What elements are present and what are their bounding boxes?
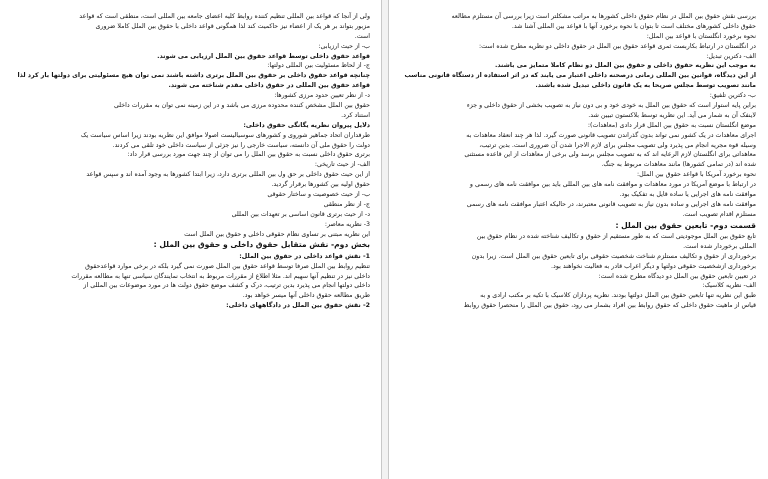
text-line: د- از نظر تعیین حدود مرزی کشورها: (274, 92, 370, 100)
text-line: بررسی نقش حقوق بین الملل در نظام حقوق داخلی کشورها به مراتب مشکلتر است زیرا بررسی آن مستلزم مطالعه (451, 13, 756, 20)
text-line: حقوق داخلی کشورهای مختلف است تا بتوان با نحوه برخورد آنها با قواعد بین المللی آشنا شد. (511, 22, 756, 30)
text-line: تنظیم روابط بین الملل صرفا توسط قواعد حقوق بین الملل صورت نمی گیرد بلکه در برخی موارد قواعدحقوق (85, 262, 370, 270)
text-line: وسیله قوه مجریه انجام می پذیرد ولی تصویب مجلس برای لازم الاجرا شدن آن ضروری است. بدین ترتیب، (479, 141, 756, 149)
text-line: الف- نظریه کلاسیک: (702, 282, 756, 290)
text-line: ج- از نظر منطقی (323, 200, 370, 208)
text-line: موافقت نامه های اجرایی و ساده بدون نیاز به تصویب قانونی معتبرند، در حالیکه اعتبار موافقت نامه های رسمی (466, 200, 756, 208)
text-line: موضع انگلستان نسبت به حقوق بین الملل قرار دادی (معاهدات): (587, 121, 756, 129)
text-line: المللی برخوردار شده است. (683, 242, 756, 250)
text-line: طرفداران اتحاد جماهیر شوروی و کشورهای سوسیالیست اصولا موافق این نظریه بودند زیرا اساس سیاست یک (80, 131, 370, 139)
text-line: دولت را حقوق ملی آن دانسته، سیاست خارجی را نیز جزئی از سیاست داخلی خود تلقی می کردند. (112, 141, 370, 149)
text-line: ب- از حیث ارزیابی: (318, 42, 370, 50)
text-line: در تعیین تابعین حقوق بین الملل دو دیدگاه مطرح شده است: (598, 272, 756, 280)
section-heading: بخش دوم- نقش متقابل حقوق داخلی و حقوق بین الملل : (153, 240, 370, 250)
text-line: مستلزم اقدام تصویب است. (682, 210, 756, 218)
text-line: طریق مطالعه حقوق داخلی آنها میسر خواهد بود. (242, 292, 370, 300)
text-line: دلایل پیروان نظریه یگانگی حقوق داخلی: (243, 121, 370, 129)
text-line: موافقت نامه های اجرایی یا ساده قایل به تفکیک بود. (619, 191, 756, 199)
section-heading: قسمت دوم- تابعین حقوق بین الملل : (615, 220, 756, 230)
text-line: 2- نقش حقوق بین الملل در دادگاههای داخلی: (226, 302, 370, 310)
text-line: 1- نقش قواعد داخلی در حقوق بین الملل: (239, 252, 370, 260)
text-line: ب- دکترین تلفیق: (709, 92, 756, 100)
text-line: ج- از لحاظ مسئولیت بین المللی دولتها: (267, 62, 370, 70)
text-line: حقوق اولیه بین کشورها برقرار گردید. (271, 181, 370, 189)
text-line: این نظریه مبتنی بر تساوی نظام حقوقی داخلی و حقوق بین الملل است (184, 230, 370, 238)
text-line: به موجب این نظریه حقوق داخلی و حقوق بین الملل دو نظام کاملا متمایز می باشند. (495, 62, 756, 70)
text-line: است. (354, 32, 370, 40)
text-line: حقوق بین الملل مشخص کننده محدوده مرزی می باشد و در این زمینه نمی توان به مقررات داخلی (113, 102, 370, 110)
text-line: طبق این نظریه تنها تابعین حقوق بین الملل دولتها بودند. نظریه پردازان کلاسیک با تکیه بر مکتب ارادی و به (480, 292, 756, 300)
text-line: اجرای معاهدات در یک کشور نمی تواند بدون گذراندن تصویب قانونی صورت گیرد. لذا هر چند انعقاد معاهدات به (466, 131, 756, 139)
text-line: تابع حقوق بین الملل موجودیتی است که به طور مستقیم از حقوق و تکالیف شناخته شده در نظام حقوق بین (476, 233, 756, 240)
text-line: نحوه برخورد انگلستان با قواعد بین الملل: (646, 32, 756, 40)
text-line: داخلی نیز در تنظیم آنها سهیم اند. مثلا اطلاع از مقررات مربوط به انتخاب نمایندگان سیاسی تنها به مطالعه مقررات (71, 272, 370, 280)
text-line: الف- از حیث تاریخی: (314, 161, 370, 169)
text-line: ولی از آنجا که قواعد بین المللی تنظیم کننده روابط کلیه اعضای جامعه بین المللی است، منطقی است که قواعد (79, 13, 370, 20)
page-gutter (381, 0, 389, 479)
text-line: از این دیدگاه، قوانین بین المللی زمانی درصحنه داخلی اعتبار می یابند که در اثر استفاده از دستگاه قانونی مناسب (404, 72, 756, 80)
text-line: داخلی دولتها انجام می پذیرد بدین ترتیب، درک و کشف موضع حقوق دولت ها در مورد موضوعات بین المللی از (83, 282, 370, 290)
text-line: ب- از حیث خصوصیت و ساختار حقوقی (267, 191, 370, 199)
text-line: 3- نظریه معاصر: (324, 220, 370, 228)
document-page-right (392, 0, 758, 479)
text-line: برخورداری ازشخصیت حقوقی دولتها و دیگر اعراب قادر به فعالیت نخواهند بود. (551, 262, 756, 270)
text-line: شده اند (در تمامی کشورها) مانند معاهدات مربوط به جنگ. (601, 161, 756, 169)
text-line: د- از حیث برتری قانون اساسی بر تعهدات بین المللی (231, 210, 370, 218)
text-line: قواعد حقوق بین المللی در حقوق داخلی مقدم شناخته می شوند. (168, 82, 370, 90)
text-line: قیاس از ماهیت حقوق داخلی که حقوق روابط بین افراد بشمار می رود، حقوق بین الملل را منحصرا حقوق روابط (463, 302, 756, 310)
text-line: قواعد حقوق داخلی توسط قواعد حقوق بین الملل ارزیابی می شوند. (157, 52, 370, 60)
text-line: براین پایه استوار است که حقوق بین الملل به خودی خود و بی دون نیاز به تصویب بخشی از حقوق داخلی و جزء (466, 102, 756, 110)
text-line: مزبور بتواند بر هر یک از اعضاء نیز حاکمیت کند لذا همگونی قواعد داخلی با حقوق بین الملل کاملا ضروری (95, 22, 370, 30)
text-line: چنانچه قواعد حقوق داخلی بر حقوق بین الملل برتری داشته باشند نمی توان هیچ مسئولیتی برای دولتها بار کرد لذا (17, 72, 370, 80)
document-page-left (14, 0, 376, 479)
text-line: معاهداتی برای انگلستان لازم الرعایه اند که به تصویب مجلس برسد ولی برخی از معاهدات از این قاعده مستثنی (464, 151, 756, 159)
text-line: از این حیث حقوق داخلی بر حق ول بین المللی برتری دارد، زیرا ابتدا کشورها به وجود آمده اند و سپس قواعد (86, 171, 370, 179)
text-line: لاینفک آن به شمار می آید. این نظریه توسط بلاکستون تبیین شد. (588, 111, 756, 119)
text-line: الف- دکترین تبدیل: (706, 52, 756, 60)
text-line: نحوه برخورد آمریکا با قواعد حقوق بین الملل: (636, 171, 756, 179)
text-line: استناد کرد. (341, 111, 370, 119)
text-line: برتری حقوق داخلی نسبت به حقوق بین الملل را می توان از چند جهت مورد بررسی قرار داد: (127, 151, 370, 159)
text-line: مانند تصویب توسط مجلس صریحا به یک قانون داخلی تبدیل شده باشند. (535, 82, 756, 90)
text-line: برخورداری از حقوق و تکالیف مستلزم شناخت شخصیت حقوقی برای تابعین حقوق بین الملل است. زیرا بدون (471, 252, 756, 260)
text-line: در انگلستان در ارتباط بکاربست ثمری قواعد حقوق بین الملل در حقوق داخلی دو نظریه مطرح شده است: (479, 42, 756, 50)
text-line: در ارتباط با موضع آمریکا در مورد معاهدات و موافقت نامه های بین المللی باید بین موافقت نامه های رسمی و (469, 181, 756, 189)
